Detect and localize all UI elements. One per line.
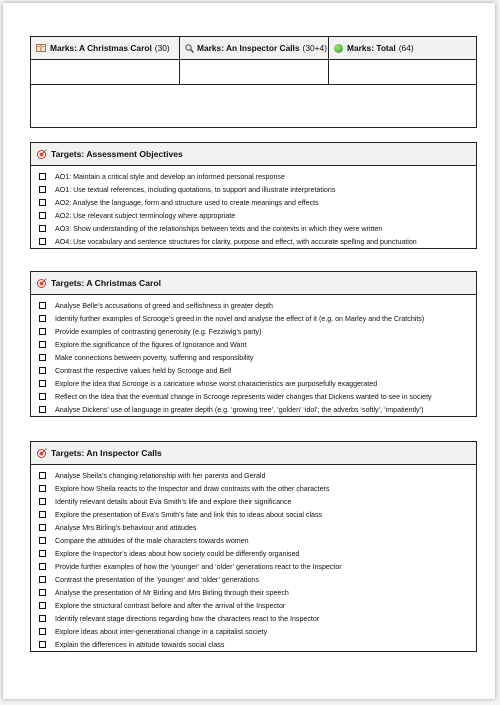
marks-total-header: [329, 37, 476, 59]
target-item: [39, 482, 476, 495]
target-text: Explore the structural contrast before and after the arrival of the Inspector: [55, 601, 286, 610]
target-text: Explore ideas about inter-generational change in a capitalist society: [55, 627, 268, 636]
target-text: Provide examples of contrasting generosity (e.g. Fezziwig’s party): [55, 327, 262, 336]
checkbox[interactable]: [39, 576, 46, 583]
target-list: [31, 465, 476, 651]
target-item: [39, 312, 476, 325]
target-item: [39, 183, 476, 196]
target-item: [39, 377, 476, 390]
target-icon: [37, 448, 47, 458]
target-text: Explore the idea that Scrooge is a caricature whose worst characteristics are purposefully exaggerated: [55, 379, 378, 388]
target-item: [39, 338, 476, 351]
target-item: [39, 325, 476, 338]
target-text: Explore the presentation of Eva’s Smith’s fate and link this to ideas about social class: [55, 510, 323, 519]
section-title: Targets: An Inspector Calls: [51, 448, 162, 458]
checkbox[interactable]: [39, 628, 46, 635]
target-icon: [37, 278, 47, 288]
section-inspector-calls: [30, 441, 477, 652]
checkbox[interactable]: [39, 550, 46, 557]
checkbox[interactable]: [39, 315, 46, 322]
book-icon: [36, 44, 46, 52]
target-item: [39, 235, 476, 248]
target-text: Identify further examples of Scrooge’s greed in the novel and analyse the effect of it (e.g. on Marley and the Cratchits): [55, 314, 425, 323]
target-text: Explore how Sheila reacts to the Inspector and draw contrasts with the other characters: [55, 484, 330, 493]
target-item: [39, 521, 476, 534]
checkbox[interactable]: [39, 367, 46, 374]
section-assessment-objectives: [30, 142, 477, 249]
checkbox[interactable]: [39, 225, 46, 232]
marks-christmas-carol-header: [31, 37, 180, 59]
marks-comment-area[interactable]: [31, 85, 476, 129]
checkbox[interactable]: [39, 380, 46, 387]
target-text: Explore the Inspector’s ideas about how society could be differently organised: [55, 549, 300, 558]
checkbox[interactable]: [39, 511, 46, 518]
section-header: [31, 143, 476, 166]
marks-total-label: Marks: Total: [347, 43, 396, 53]
target-text: AO1: Maintain a critical style and develop an informed personal response: [55, 172, 285, 181]
target-item: [39, 547, 476, 560]
target-text: Identify relevant stage directions regarding how the characters react to the Inspector: [55, 614, 320, 623]
checkbox[interactable]: [39, 238, 46, 245]
target-item: [39, 534, 476, 547]
target-item: [39, 390, 476, 403]
target-text: Analyse Sheila’s changing relationship with her parents and Gerald: [55, 471, 266, 480]
target-icon: [37, 149, 47, 159]
target-item: [39, 469, 476, 482]
target-list: [31, 295, 476, 416]
target-text: Analyse the presentation of Mr Birling and Mrs Birling through their speech: [55, 588, 289, 597]
target-text: Provide further examples of how the ‘younger’ and ‘older’ generations react to the Inspector: [55, 562, 342, 571]
green-dot-icon: [334, 44, 343, 53]
target-item: [39, 560, 476, 573]
checkbox[interactable]: [39, 485, 46, 492]
target-text: AO1: Use textual references, including quotations, to support and illustrate interpretations: [55, 185, 336, 194]
target-text: Explain the differences in attitude towards social class: [55, 640, 225, 649]
target-text: Make connections between poverty, suffering and responsibility: [55, 353, 254, 362]
checkbox[interactable]: [39, 199, 46, 206]
target-text: AO3: Show understanding of the relationships between texts and the contexts in which they were written: [55, 224, 383, 233]
target-text: Reflect on the idea that the eventual change in Scrooge represents wider changes that Dickens wanted to see in society: [55, 392, 432, 401]
target-item: [39, 599, 476, 612]
section-title: Targets: A Christmas Carol: [51, 278, 161, 288]
marks-entry-row: [31, 60, 476, 85]
document-page: [3, 3, 495, 699]
target-item: [39, 586, 476, 599]
marks-header-row: [31, 37, 476, 60]
marks-inspector-calls-label: Marks: An Inspector Calls: [197, 43, 300, 53]
target-text: Identify relevant details about Eva Smith’s life and explore their significance: [55, 497, 292, 506]
checkbox[interactable]: [39, 563, 46, 570]
checkbox[interactable]: [39, 602, 46, 609]
checkbox[interactable]: [39, 537, 46, 544]
checkbox[interactable]: [39, 212, 46, 219]
marks-inspector-calls-score: (30+4): [302, 43, 327, 53]
target-item: [39, 638, 476, 651]
checkbox[interactable]: [39, 341, 46, 348]
target-item: [39, 299, 476, 312]
target-text: Analyse Mrs Birling’s behaviour and attitudes: [55, 523, 197, 532]
target-text: AO2: Analyse the language, form and structure used to create meanings and effects: [55, 198, 319, 207]
checkbox[interactable]: [39, 498, 46, 505]
target-item: [39, 209, 476, 222]
checkbox[interactable]: [39, 173, 46, 180]
section-header: [31, 272, 476, 295]
checkbox[interactable]: [39, 328, 46, 335]
marks-table: [30, 36, 477, 128]
target-item: [39, 612, 476, 625]
target-item: [39, 364, 476, 377]
target-text: AO2: Use relevant subject terminology where appropriate: [55, 211, 236, 220]
marks-total-score: (64): [398, 43, 414, 53]
checkbox[interactable]: [39, 186, 46, 193]
target-item: [39, 222, 476, 235]
marks-christmas-carol-label: Marks: A Christmas Carol: [50, 43, 152, 53]
target-item: [39, 573, 476, 586]
checkbox[interactable]: [39, 641, 46, 648]
target-list: [31, 166, 476, 248]
target-text: Compare the attitudes of the male characters towards women: [55, 536, 249, 545]
checkbox[interactable]: [39, 406, 46, 413]
target-text: Explore the significance of the figures of Ignorance and Want: [55, 340, 247, 349]
marks-inspector-calls-cell[interactable]: [180, 60, 329, 84]
checkbox[interactable]: [39, 589, 46, 596]
checkbox[interactable]: [39, 393, 46, 400]
target-item: [39, 196, 476, 209]
target-item: [39, 495, 476, 508]
target-text: Analyse Belle’s accusations of greed and selfishness in greater depth: [55, 301, 273, 310]
target-text: AO4: Use vocabulary and sentence structures for clarity, purpose and effect, with accurate spelling and punctuation: [55, 237, 417, 246]
target-text: Contrast the respective values held by Scrooge and Bell: [55, 366, 232, 375]
checkbox[interactable]: [39, 302, 46, 309]
magnifier-icon: [185, 44, 194, 53]
target-item: [39, 403, 476, 416]
checkbox[interactable]: [39, 615, 46, 622]
target-text: Contrast the presentation of the ‘younger’ and ‘older’ generations: [55, 575, 259, 584]
target-item: [39, 625, 476, 638]
target-text: Analyse Dickens’ use of language in greater depth (e.g. ‘growing tree’, ‘golden’ ‘idol’; the adverbs ‘softly’, ‘impatiently’): [55, 405, 424, 414]
marks-inspector-calls-header: [180, 37, 329, 59]
checkbox[interactable]: [39, 472, 46, 479]
section-title: Targets: Assessment Objectives: [51, 149, 183, 159]
target-item: [39, 508, 476, 521]
marks-christmas-carol-score: (30): [154, 43, 170, 53]
marks-christmas-carol-cell[interactable]: [31, 60, 180, 84]
target-item: [39, 170, 476, 183]
target-item: [39, 351, 476, 364]
checkbox[interactable]: [39, 524, 46, 531]
section-header: [31, 442, 476, 465]
checkbox[interactable]: [39, 354, 46, 361]
section-christmas-carol: [30, 271, 477, 417]
marks-total-cell[interactable]: [329, 60, 476, 84]
